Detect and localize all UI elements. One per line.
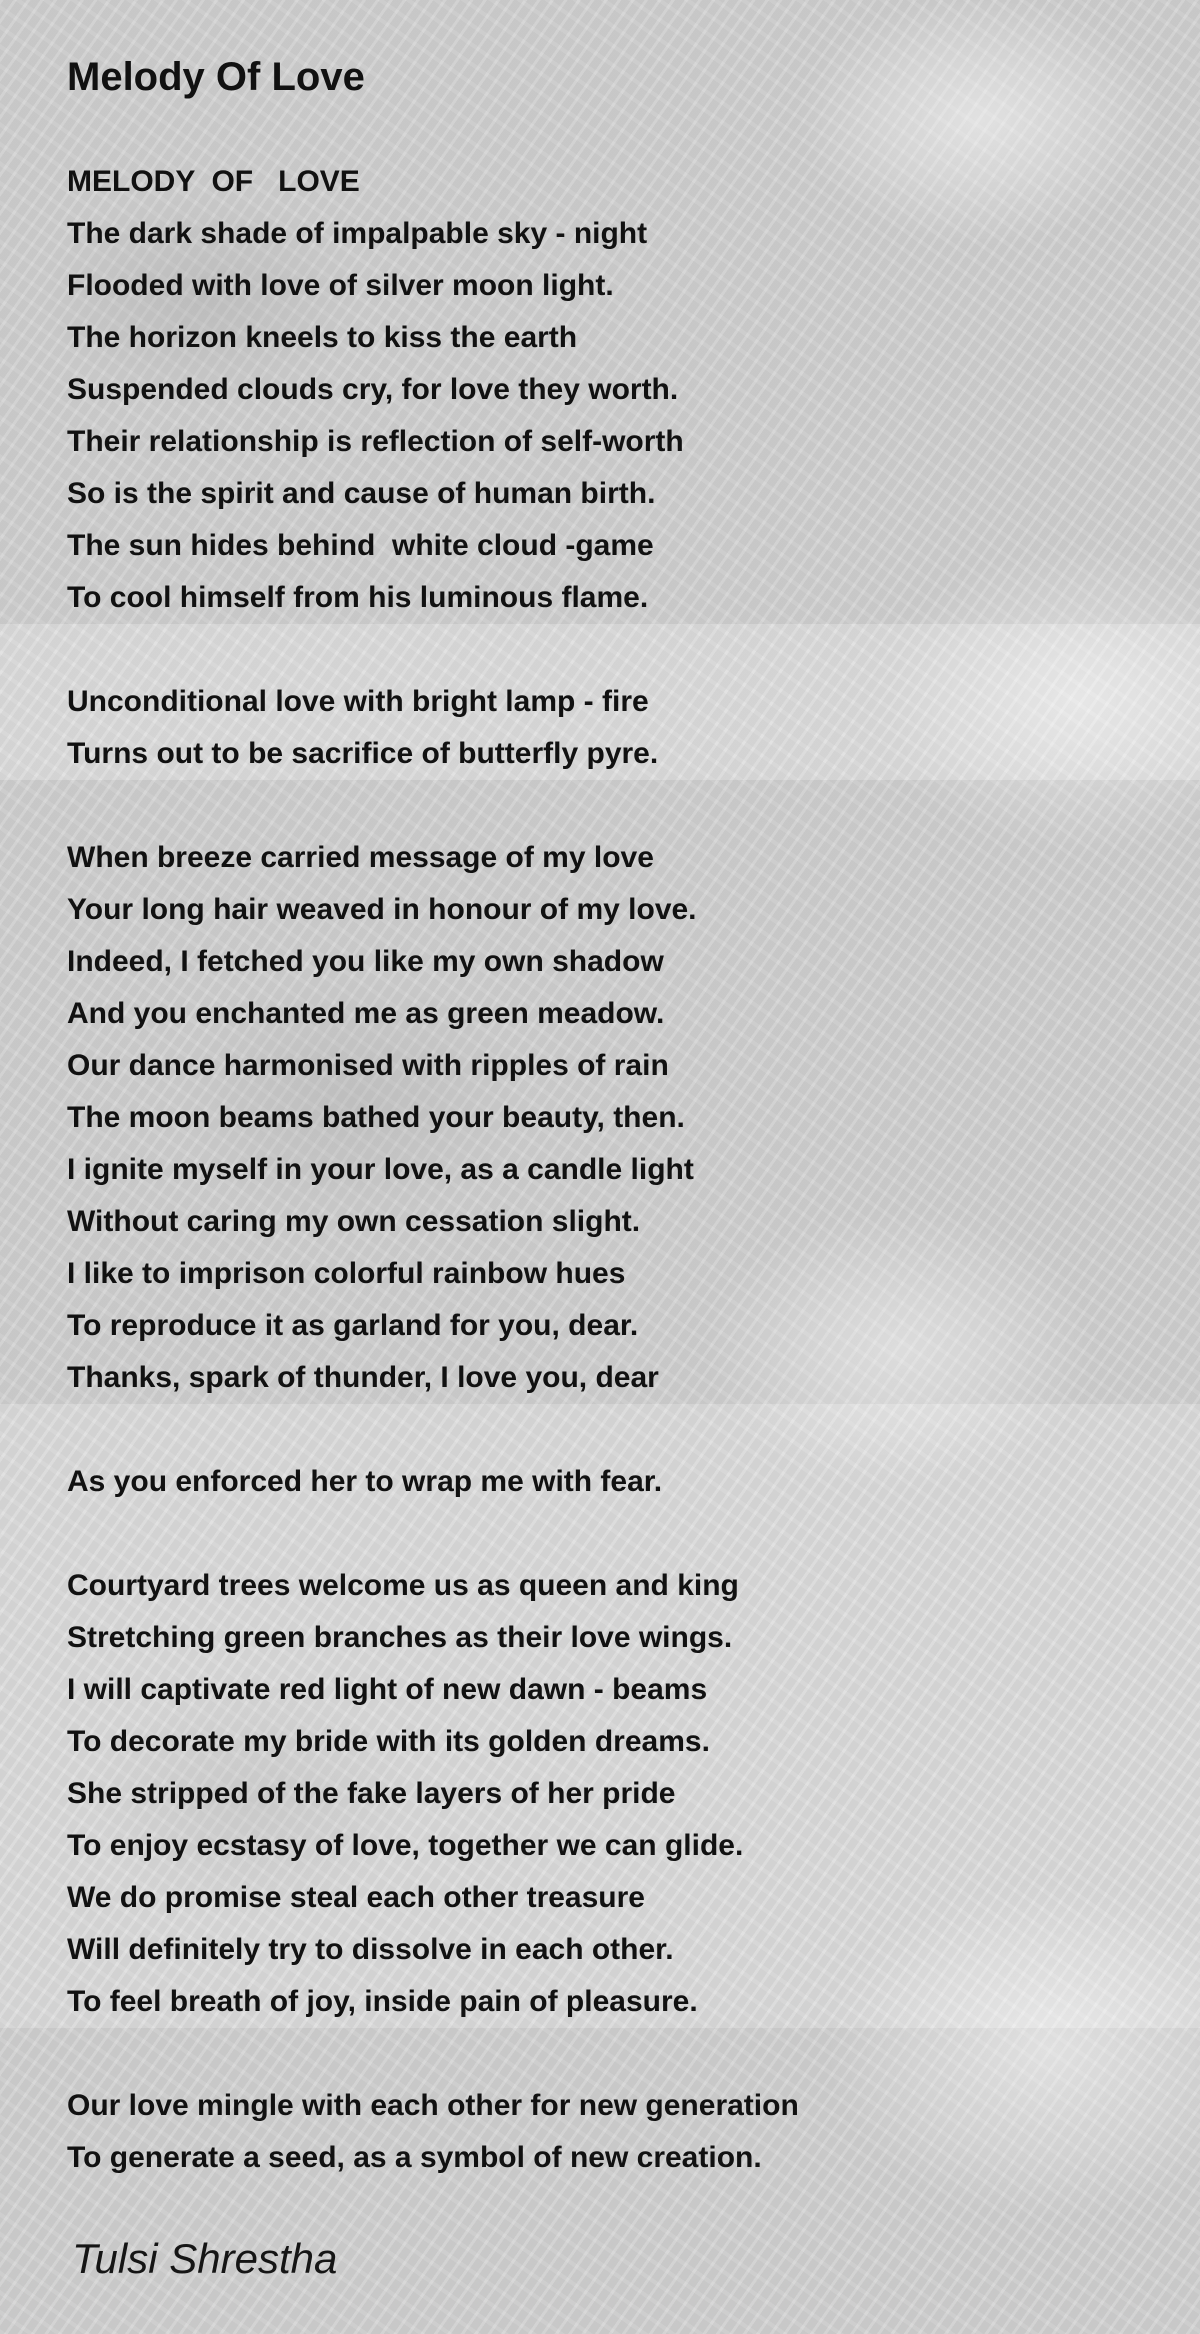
poem-line: Suspended clouds cry, for love they worth. [67, 373, 679, 406]
stanza-break [67, 1508, 1147, 1560]
poem-body [67, 156, 1147, 2184]
poem-line: Thanks, spark of thunder, I love you, dear [67, 1361, 659, 1394]
poem-line: To cool himself from his luminous flame. [67, 581, 649, 614]
poem-line: To feel breath of joy, inside pain of pleasure. [67, 1985, 698, 2018]
poem-line: Will definitely try to dissolve in each other. [67, 1933, 674, 1966]
poem-line: MELODY OF LOVE [67, 165, 360, 198]
poem-line: The horizon kneels to kiss the earth [67, 321, 578, 354]
poem-line: We do promise steal each other treasure [67, 1881, 645, 1914]
poem-line: I will captivate red light of new dawn - beams [67, 1673, 708, 1706]
stanza-break [67, 624, 1147, 676]
poem-line: To enjoy ecstasy of love, together we can glide. [67, 1829, 744, 1862]
poem-line: Indeed, I fetched you like my own shadow [67, 945, 664, 978]
poem-line: Without caring my own cessation slight. [67, 1205, 641, 1238]
poem-line: Stretching green branches as their love wings. [67, 1621, 733, 1654]
author-name: Tulsi Shrestha [72, 2235, 338, 2282]
poem-line: Our love mingle with each other for new generation [67, 2089, 799, 2122]
poem-title: Melody Of Love [67, 55, 365, 99]
poem-line: The sun hides behind white cloud -game [67, 529, 654, 562]
poem-line: The moon beams bathed your beauty, then. [67, 1101, 685, 1134]
stanza-break [67, 780, 1147, 832]
poem-line: I ignite myself in your love, as a candle light [67, 1153, 694, 1186]
poem-line: Your long hair weaved in honour of my love. [67, 893, 697, 926]
poem-line: Unconditional love with bright lamp - fire [67, 685, 649, 718]
poem-line: So is the spirit and cause of human birth. [67, 477, 656, 510]
poem-line: Courtyard trees welcome us as queen and king [67, 1569, 739, 1602]
poem-line: Flooded with love of silver moon light. [67, 269, 614, 302]
poem-line: When breeze carried message of my love [67, 841, 654, 874]
poem-line: She stripped of the fake layers of her pride [67, 1777, 676, 1810]
poem-line: To generate a seed, as a symbol of new creation. [67, 2141, 762, 2174]
poem-line: As you enforced her to wrap me with fear. [67, 1465, 663, 1498]
stanza-break [67, 1404, 1147, 1456]
poem-line: The dark shade of impalpable sky - night [67, 217, 648, 250]
poem-line: I like to imprison colorful rainbow hues [67, 1257, 626, 1290]
poem-line: To decorate my bride with its golden dreams. [67, 1725, 710, 1758]
poem-line: And you enchanted me as green meadow. [67, 997, 665, 1030]
poem-line: To reproduce it as garland for you, dear. [67, 1309, 639, 1342]
stanza-break [67, 2028, 1147, 2080]
poem-line: Our dance harmonised with ripples of rain [67, 1049, 669, 1082]
poem-line: Their relationship is reflection of self-worth [67, 425, 684, 458]
poem-line: Turns out to be sacrifice of butterfly pyre. [67, 737, 659, 770]
